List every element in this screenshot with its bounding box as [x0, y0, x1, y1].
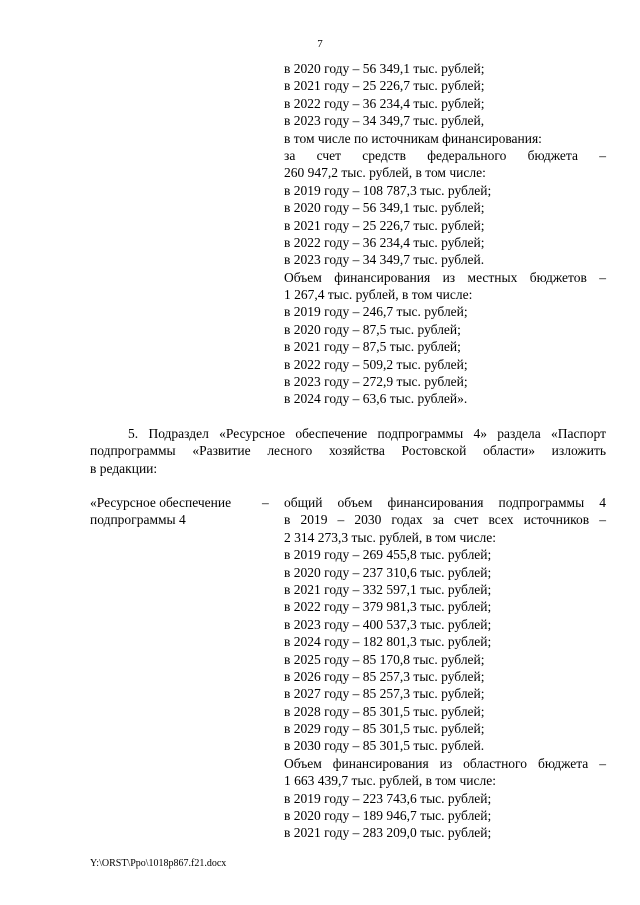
page-number: 7: [317, 38, 323, 50]
file-path-footer: Y:\ORST\Ppo\1018p867.f21.docx: [90, 858, 227, 869]
text-line: в 2020 году – 56 349,1 тыс. рублей;: [284, 200, 485, 216]
text-line: в 2024 году – 63,6 тыс. рублей».: [284, 391, 468, 407]
text-line: в 2030 году – 85 301,5 тыс. рублей.: [284, 738, 485, 754]
text-line: в 2023 году – 34 349,7 тыс. рублей,: [284, 113, 485, 129]
text-line: 5. Подраздел «Ресурсное обеспечение подпрограммы 4» раздела «Паспорт: [128, 426, 606, 441]
label-line: подпрограммы 4: [90, 512, 186, 528]
text-line: в 2019 году – 246,7 тыс. рублей;: [284, 304, 468, 320]
text-line: в 2024 году – 182 801,3 тыс. рублей;: [284, 634, 492, 650]
text-line: в 2019 году – 108 787,3 тыс. рублей;: [284, 182, 492, 198]
text-line: в 2028 году – 85 301,5 тыс. рублей;: [284, 703, 485, 719]
text-line: в 2019 году – 269 455,8 тыс. рублей;: [284, 547, 492, 563]
text-line: в 2023 году – 400 537,3 тыс. рублей;: [284, 616, 492, 632]
text-line: в 2019 году – 223 743,6 тыс. рублей;: [284, 790, 492, 806]
text-line: в 2019 – 2030 годах за счет всех источников –: [284, 512, 606, 528]
text-line: общий объем финансирования подпрограммы 4: [284, 495, 606, 510]
text-line: в 2023 году – 34 349,7 тыс. рублей.: [284, 252, 485, 268]
text-line: в 2022 году – 36 234,4 тыс. рублей;: [284, 95, 485, 111]
text-line: в 2022 году – 379 981,3 тыс. рублей;: [284, 599, 492, 615]
text-line: в 2023 году – 272,9 тыс. рублей;: [284, 374, 468, 390]
text-line: в 2025 году – 85 170,8 тыс. рублей;: [284, 651, 485, 667]
section-5-paragraph: [90, 425, 606, 477]
text-line: Объем финансирования из местных бюджетов –: [284, 269, 606, 285]
label-dash: –: [262, 495, 269, 510]
resource-provision-label: [90, 494, 270, 529]
text-line: в 2021 году – 25 226,7 тыс. рублей;: [284, 78, 485, 94]
text-line: в 2029 году – 85 301,5 тыс. рублей;: [284, 721, 485, 737]
text-line: подпрограммы «Развитие лесного хозяйства Ростовской области» изложить: [90, 443, 606, 459]
text-line: в 2020 году – 189 946,7 тыс. рублей;: [284, 808, 492, 824]
text-line: Объем финансирования из областного бюджета –: [284, 755, 606, 771]
text-line: в том числе по источникам финансирования:: [284, 130, 542, 146]
text-line: в 2020 году – 237 310,6 тыс. рублей;: [284, 564, 492, 580]
text-line: в 2027 году – 85 257,3 тыс. рублей;: [284, 686, 485, 702]
text-line: в 2022 году – 509,2 тыс. рублей;: [284, 356, 468, 372]
text-line: в 2020 году – 56 349,1 тыс. рублей;: [284, 61, 485, 76]
text-line: в 2021 году – 332 597,1 тыс. рублей;: [284, 581, 492, 597]
text-line: в 2022 году – 36 234,4 тыс. рублей;: [284, 234, 485, 250]
subprogram-4-funding-list: [284, 494, 606, 842]
text-line: 2 314 273,3 тыс. рублей, в том числе:: [284, 529, 496, 545]
text-line: 1 267,4 тыс. рублей, в том числе:: [284, 287, 473, 303]
funding-continuation-list: [284, 60, 606, 408]
text-line: в 2021 году – 283 209,0 тыс. рублей;: [284, 825, 492, 841]
text-line: в 2020 году – 87,5 тыс. рублей;: [284, 321, 461, 337]
text-line: 1 663 439,7 тыс. рублей, в том числе:: [284, 773, 496, 789]
text-line: за счет средств федерального бюджета –: [284, 147, 606, 163]
text-line: в 2021 году – 25 226,7 тыс. рублей;: [284, 217, 485, 233]
text-line: 260 947,2 тыс. рублей, в том числе:: [284, 165, 486, 181]
text-line: в 2026 году – 85 257,3 тыс. рублей;: [284, 668, 485, 684]
text-line: в редакции:: [90, 460, 158, 476]
label-line: «Ресурсное обеспечение: [90, 495, 232, 510]
text-line: в 2021 году – 87,5 тыс. рублей;: [284, 339, 461, 355]
